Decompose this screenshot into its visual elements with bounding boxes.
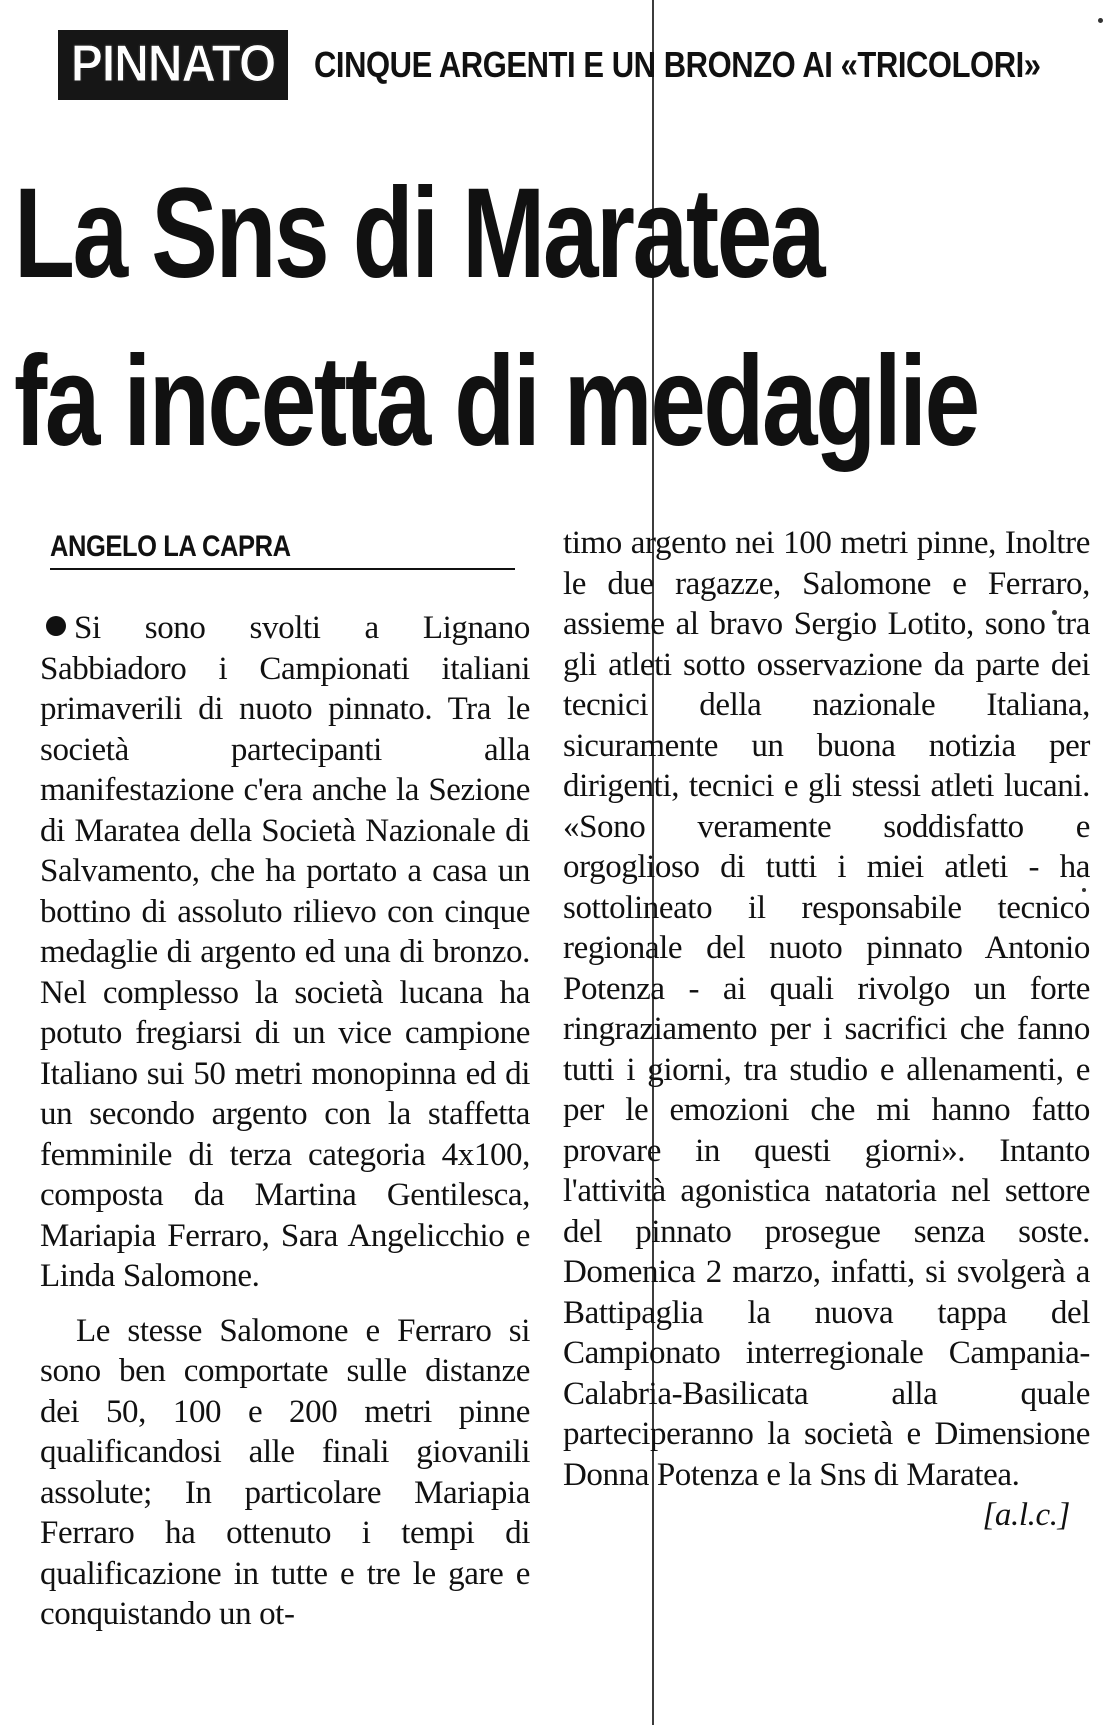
paragraph-1-text: Si sono svolti a Lignano Sabbiadoro i Campionati italiani primaverili di nuoto pinnato. Tra le società partecipanti alla manifestazione c'era anche la Sezione di Maratea della Società Nazionale di Salvamento, che ha portato a casa un bottino di assoluto rilievo con cinque medaglie di argento ed una di bronzo. Nel complesso la società lucana ha potuto fregiarsi di un vice campione Italiano sui 50 metri monopinna ed di un secondo argento con la staffetta femminile di terza categoria 4x100, composta da Martina Gentilesca, Mariapia Ferraro, Sara Angelicchio e Linda Salomone. [40,610,530,1294]
headline-line-2: fa incetta di medaglie [14,330,978,473]
paragraph-2-continued [563,523,1090,1533]
author-name: ANGELO LA CAPRA [50,530,291,563]
headline-line-1: La Sns di Maratea [14,162,824,305]
kicker-subhead: CINQUE ARGENTI E UN BRONZO AI «TRICOLORI» [314,44,1041,85]
article-headline [14,150,978,486]
author-signature: [a.l.c.] [982,1497,1070,1533]
byline [50,530,515,570]
bullet-icon [46,616,66,636]
paragraph-1 [40,608,530,1297]
section-kicker [58,30,1110,100]
section-label: PINNATO [58,30,288,100]
paragraph-2-start: Le stesse Salomone e Ferraro si sono ben comportate sulle distanze dei 50, 100 e 200 metri pinne qualificandosi alle finali giovanili assolute; In particolare Mariapia Ferraro ha ottenuto i tempi di qualificazione in tutte e tre le gare e conquistando un ot- [40,1312,530,1632]
article-column-right [563,523,1090,1536]
scan-speck [1098,18,1103,23]
article-column-left [40,608,530,1635]
paragraph-2-continued-text: timo argento nei 100 metri pinne, Inoltre le due ragazze, Salomone e Ferraro, assieme al bravo Sergio Lotito, sono tra gli atleti sotto osservazione da parte dei tecnici della nazionale Italiana, sicuramente un buona notizia per dirigenti, tecnici e gli stessi atleti lucani. «Sono veramente soddisfatto e orgoglioso di tutti i miei atleti - ha sottolineato il responsabile tecnico regionale del nuoto pinnato Antonio Potenza - ai quali rivolgo un forte ringraziamento per i sacrifici che fanno tutti i giorni, tra studio e allenamenti, e per le emozioni che mi hanno fatto provare in questi giorni». Intanto l'attività agonistica natatoria nel settore del pinnato prosegue senza soste. Domenica 2 marzo, infatti, si svolgerà a Battipaglia la nuova tappa del Campionato interregionale Campania-Calabria-Basilicata alla quale parteciperanno la società e Dimensione Donna Potenza e la Sns di Maratea. [563,525,1090,1493]
